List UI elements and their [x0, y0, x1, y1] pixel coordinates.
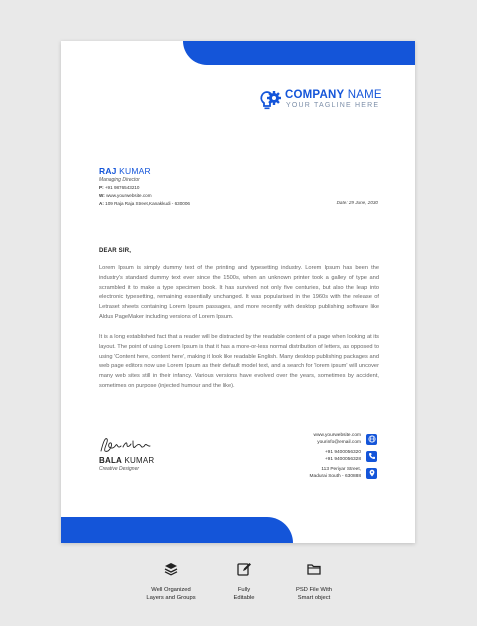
company-name [285, 89, 382, 101]
feature-layers-line-2: Layers and Groups [146, 595, 196, 601]
footer-contact-web [314, 432, 377, 446]
handwritten-signature [97, 433, 157, 457]
footer-contact-address [310, 466, 377, 480]
sender-address: 109 Raja Raja Street,Kanakkudi - 630006 [105, 201, 190, 206]
footer-phone-2: +91 9400056328 [324, 457, 361, 462]
footer-contact-phone [325, 449, 377, 463]
sender-address-line [99, 200, 190, 208]
letterhead-page [61, 41, 415, 543]
feature-layers-line-1: Well Organized [151, 587, 191, 593]
top-accent-shape [183, 41, 415, 65]
feature-editable-line-2: Editable [233, 595, 255, 601]
address-label: A: [99, 201, 104, 206]
feature-psd [269, 561, 359, 602]
feature-list [0, 561, 477, 611]
sender-web-line [99, 192, 190, 200]
footer-phone-1: +91 9400056320 [324, 450, 361, 455]
web-label: W: [99, 193, 105, 198]
sender-contact [99, 184, 190, 208]
sender-web: www.yourwebsite.com [106, 193, 152, 198]
sender-name [99, 166, 151, 176]
layers-icon [163, 561, 179, 577]
feature-editable-line-1: Fully [237, 587, 251, 593]
footer-contact-web-text [314, 432, 361, 446]
signer-first-name: BALA [99, 456, 123, 465]
sender-last-name: KUMAR [119, 166, 151, 176]
company-name-bold: COMPANY [285, 89, 345, 101]
footer-address-1: 113 Periyar Street, [321, 467, 361, 472]
sender-first-name: RAJ [99, 166, 117, 176]
footer-email: yourinfo@email.com [317, 440, 361, 445]
letter-date: Date: 29 June, 2030 [336, 200, 378, 205]
sender-block [99, 166, 151, 183]
company-name-light: NAME [347, 89, 382, 101]
phone-label: P: [99, 185, 104, 190]
sender-phone: +91 9876543210 [104, 185, 140, 190]
body-paragraph-2: It is a long established fact that a reader will be distracted by the readable content of a page when looking at its layout. The point of using Lorem Ipsum is that it has a more-or-less normal distribution of letters, as opposed to using 'Content here, content here', making it look like readable English. Many desktop publishing packages and web page editors now use Lorem Ipsum as their default model text, and a search for 'lorem ipsum' will uncover many web sites still in their infancy. Various versions have evolved over the years, sometimes by accident, sometimes on purpose (injected humour and the like). [99, 334, 379, 389]
salutation: DEAR SIR, [99, 248, 132, 254]
sender-title: Managing Director [99, 177, 140, 183]
signer-name [99, 456, 154, 465]
company-logo [259, 89, 409, 111]
edit-icon [236, 561, 252, 577]
footer-contact-address-text [310, 466, 361, 480]
footer-website: www.yourwebsite.com [313, 433, 361, 438]
feature-psd-line-1: PSD File With [295, 587, 333, 593]
company-tagline: YOUR TAGLINE HERE [286, 102, 380, 109]
footer-contact-phone-text [325, 449, 361, 463]
feature-psd-label [269, 586, 359, 602]
sender-phone-line [99, 184, 190, 192]
location-pin-icon [366, 468, 377, 479]
signer-last-name: KUMAR [124, 456, 155, 465]
feature-psd-line-2: Smart object [297, 595, 331, 601]
footer-address-2: Madurai South - 630888 [309, 474, 361, 479]
bottom-accent-shape [61, 517, 293, 543]
lightbulb-gear-icon [259, 89, 283, 111]
phone-icon [366, 451, 377, 462]
body-paragraph-1: Lorem Ipsum is simply dummy text of the printing and typesetting industry. Lorem Ipsum has been the industry's standard dummy text ever since the 1500s, when an unknown printer took a galley of type and scrambled it to make a type specimen book. It has survived not only five centuries, but also the leap into electronic typesetting, remaining essentially unchanged. It was popularised in the 1960s with the release of Letraset sheets containing Lorem Ipsum passages, and more recently with desktop publishing software like Aldus PageMaker including versions of Lorem Ipsum. [99, 265, 379, 320]
folder-icon [306, 561, 322, 577]
signer-title: Creative Designer [99, 466, 140, 472]
globe-icon [366, 434, 377, 445]
